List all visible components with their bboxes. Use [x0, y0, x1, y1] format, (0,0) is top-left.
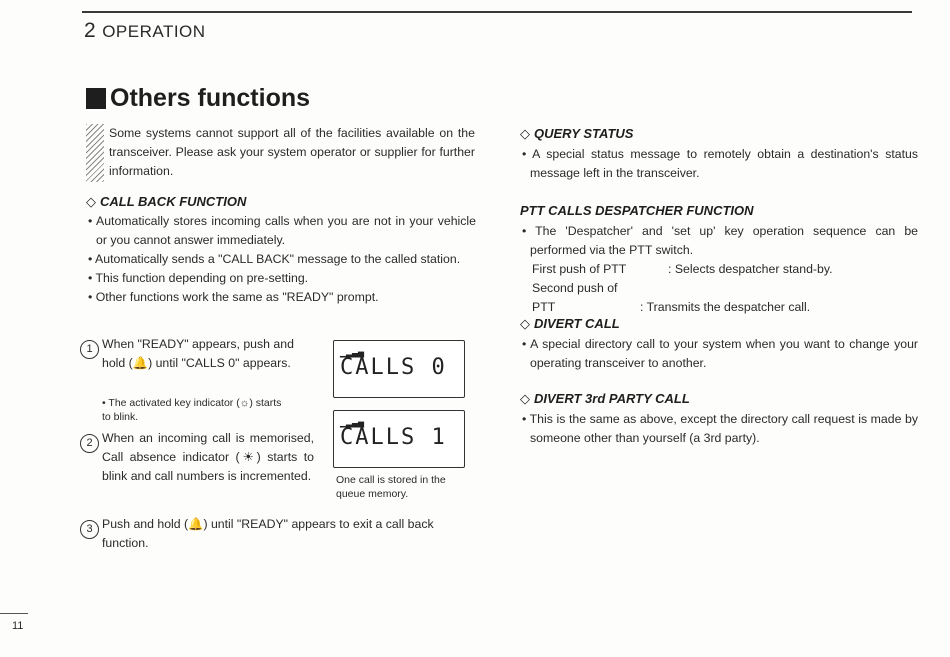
list-item: • Automatically sends a "CALL BACK" message to the called station. [88, 252, 461, 266]
chapter-header [84, 19, 206, 43]
chapter-number: 2 [84, 19, 97, 42]
header-rule [82, 11, 912, 13]
call-back-bullets [86, 212, 476, 307]
list-item: • This function depending on pre-setting. [88, 271, 309, 285]
section-title: Others functions [86, 84, 310, 113]
note-hatch-icon [86, 124, 104, 182]
step-3-marker: 3 [80, 516, 99, 539]
note-text: Some systems cannot support all of the facilities available on the transceiver. Please ask your system operator or supplier for further information. [109, 126, 475, 178]
diamond-icon: ◇ [520, 126, 530, 141]
divert-call-heading: ◇ DIVERT CALL [520, 316, 620, 331]
lcd-caption: One call is stored in the queue memory. [336, 474, 446, 500]
step-2-marker: 2 [80, 430, 99, 453]
page-number-rule [0, 613, 28, 614]
step-1-note: • The activated key indicator (☼) starts to blink. [102, 397, 282, 423]
diamond-icon: ◇ [520, 391, 530, 406]
lcd-text-1: CALLS 0 [340, 355, 447, 380]
ptt-row-2: Second push of PTT : Transmits the despatcher call. [532, 281, 811, 314]
list-item: • Other functions work the same as "READY" prompt. [88, 290, 379, 304]
signal-bars-icon: ▁▂▃▄ [340, 417, 365, 428]
query-status-text: • A special status message to remotely obtain a destination's status message left in the transceiver. [522, 147, 918, 180]
step-3-text: Push and hold (🔔) until "READY" appears to exit a call back function. [102, 517, 434, 550]
step-2-text: When an incoming call is memorised, Call absence indicator (☀) starts to blink and call numbers is incremented. [102, 431, 314, 483]
step-1-marker: 1 [80, 336, 99, 359]
lcd-display-1 [333, 340, 465, 398]
ptt-row-1: First push of PTT : Selects despatcher stand-by. [532, 262, 833, 276]
step-1-text: When "READY" appears, push and hold (🔔) until "CALLS 0" appears. [102, 337, 294, 370]
page-number: 11 [12, 620, 24, 632]
query-status-heading: ◇ QUERY STATUS [520, 126, 634, 141]
diamond-icon: ◇ [520, 316, 530, 331]
call-back-heading: ◇ CALL BACK FUNCTION [86, 194, 247, 209]
title-square-icon [86, 88, 106, 109]
list-item: • Automatically stores incoming calls when you are not in your vehicle or you cannot answer immediately. [88, 214, 476, 247]
ptt-text: • The 'Despatcher' and 'set up' key operation sequence can be performed via the PTT switch. [522, 224, 919, 257]
divert-3rd-text: • This is the same as above, except the directory call request is made by someone other than yourself (a 3rd party). [522, 412, 919, 445]
chapter-title: OPERATION [102, 22, 206, 41]
lcd-display-2 [333, 410, 465, 468]
divert-call-text: • A special directory call to your system when you want to change your operating transceiver to another. [522, 337, 918, 370]
signal-bars-icon: ▁▂▃▄ [340, 347, 365, 358]
divert-3rd-heading: ◇ DIVERT 3rd PARTY CALL [520, 391, 690, 406]
lcd-text-2: CALLS 1 [340, 425, 447, 450]
diamond-icon: ◇ [86, 194, 96, 209]
ptt-heading: PTT CALLS DESPATCHER FUNCTION [520, 203, 754, 218]
